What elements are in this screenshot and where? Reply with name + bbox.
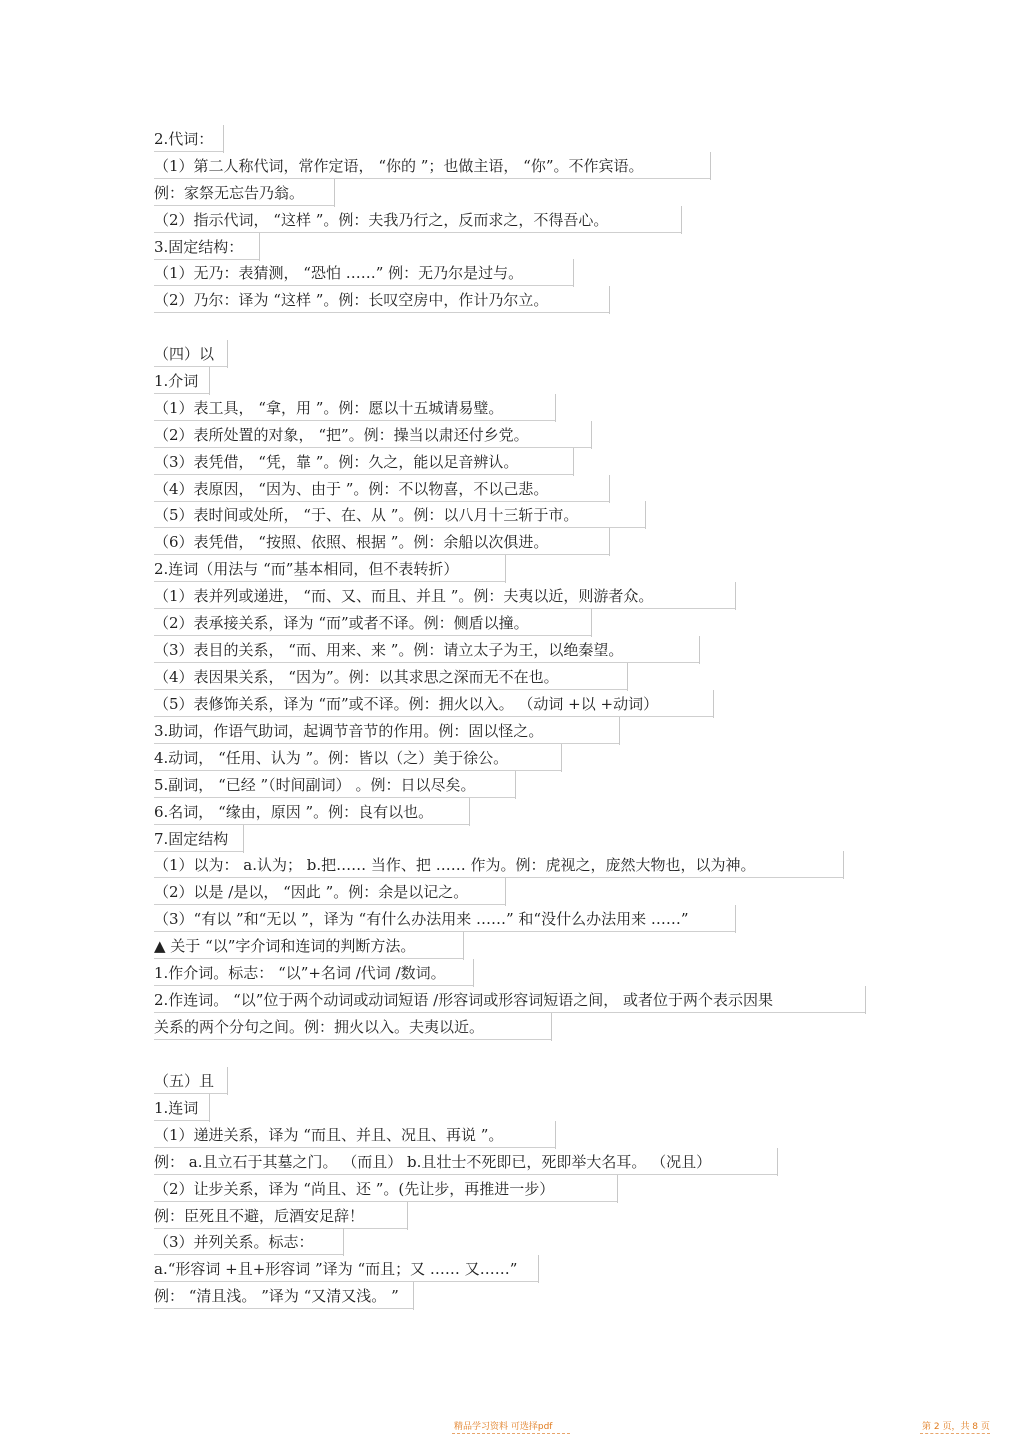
text-line: 1.介词: [154, 369, 210, 395]
text-line: （5）表时间或处所， “于、在、从 ”。例：以八月十三斩于市。: [154, 503, 646, 529]
text-line: （2）表承接关系，译为 “而”或者不译。例：侧盾以撞。: [154, 611, 592, 637]
text-line: 关系的两个分句之间。例：拥火以入。夫夷以近。: [154, 1015, 552, 1041]
text-line: （2）让步关系，译为 “尚且、还 ”。(先让步，再推进一步）: [154, 1177, 618, 1203]
footer-right-rule: [920, 1433, 990, 1434]
text-line: ▲ 关于 “以”字介词和连词的判断方法。: [154, 934, 464, 960]
text-line: （4）表原因， “因为、由于 ”。例：不以物喜，不以己悲。: [154, 477, 610, 503]
text-line: 1.作介词。标志： “以”+名词 /代词 /数词。: [154, 961, 474, 987]
text-line: 5.副词， “已经 ”（时间副词） 。例：日以尽矣。: [154, 773, 516, 799]
text-line: 6.名词， “缘由，原因 ”。例：良有以也。: [154, 800, 470, 826]
text-line: a.“形容词 +且+形容词 ”译为 “而且；又 …… 又……”: [154, 1257, 539, 1283]
text-line: （3）并列关系。标志：: [154, 1230, 344, 1256]
text-line: （5）表修饰关系，译为 “而”或不译。例：拥火以入。 （动词 +以 +动词）: [154, 692, 714, 718]
text-line: （1）递进关系，译为 “而且、并且、况且、再说 ”。: [154, 1123, 556, 1149]
text-line: （1）以为： a.认为； b.把…… 当作、把 …… 作为。例：虎视之，庞然大物也，以为神。: [154, 853, 844, 879]
text-line: （2）指示代词， “这样 ”。例：夫我乃行之，反而求之，不得吾心。: [154, 208, 682, 234]
footer-left-rule: [452, 1433, 570, 1434]
text-line: 例： “清且浅。 ”译为 “又清又浅。 ”: [154, 1284, 414, 1310]
text-line: （1）表并列或递进， “而、又、而且、并且 ”。例：夫夷以近，则游者众。: [154, 584, 736, 610]
text-line: 4.动词， “任用、认为 ”。例：皆以（之）美于徐公。: [154, 746, 562, 772]
text-line: （2）乃尔：译为 “这样 ”。例：长叹空房中，作计乃尔立。: [154, 288, 610, 314]
text-line: （1）第二人称代词，常作定语， “你的 ”；也做主语， “你”。不作宾语。: [154, 154, 711, 180]
text-line: （4）表因果关系， “因为”。例：以其求思之深而无不在也。: [154, 665, 628, 691]
section-heading: （五）且: [154, 1069, 228, 1095]
text-line: 2.作连词。 “以”位于两个动词或动词短语 /形容词或形容词短语之间， 或者位于两个表示因果: [154, 988, 866, 1014]
footer-page-number: 第 2 页，共 8 页: [922, 1422, 990, 1432]
text-line: 例： a.且立石于其墓之门。 （而且） b.且壮士不死即已，死即举大名耳。 （况且）: [154, 1150, 778, 1176]
text-line: 例：臣死且不避，卮酒安足辞！: [154, 1204, 408, 1230]
text-line: 3.固定结构：: [154, 235, 260, 261]
text-line: （3）“有以 ”和“无以 ”，译为 “有什么办法用来 ……” 和“没什么办法用来 ……”: [154, 907, 736, 933]
text-line: 3.助词，作语气助词，起调节音节的作用。例：固以怪之。: [154, 719, 620, 745]
text-line: （2）以是 /是以， “因此 ”。例：余是以记之。: [154, 880, 506, 906]
text-line: （3）表凭借， “凭，靠 ”。例：久之，能以足音辨认。: [154, 450, 574, 476]
text-line: （3）表目的关系， “而、用来、来 ”。例：请立太子为王，以绝秦望。: [154, 638, 700, 664]
footer-left-text: 精品学习资料 可选择pdf: [454, 1422, 553, 1432]
text-line: （1）表工具， “拿，用 ”。例：愿以十五城请易璧。: [154, 396, 556, 422]
text-line: （6）表凭借， “按照、依照、根据 ”。例：余船以次俱进。: [154, 530, 610, 556]
text-line: 2.连词（用法与 “而”基本相同，但不表转折）: [154, 557, 506, 583]
text-line: 7.固定结构: [154, 827, 244, 853]
section-heading: （四）以: [154, 342, 228, 368]
text-line: 2.代词：: [154, 127, 224, 153]
text-line: （1）无乃：表猜测， “恐怕 ……” 例：无乃尔是过与。: [154, 261, 574, 287]
text-line: （2）表所处置的对象， “把”。例：操当以肃还付乡党。: [154, 423, 592, 449]
text-line: 例：家祭无忘告乃翁。: [154, 181, 335, 207]
text-line: 1.连词: [154, 1096, 210, 1122]
